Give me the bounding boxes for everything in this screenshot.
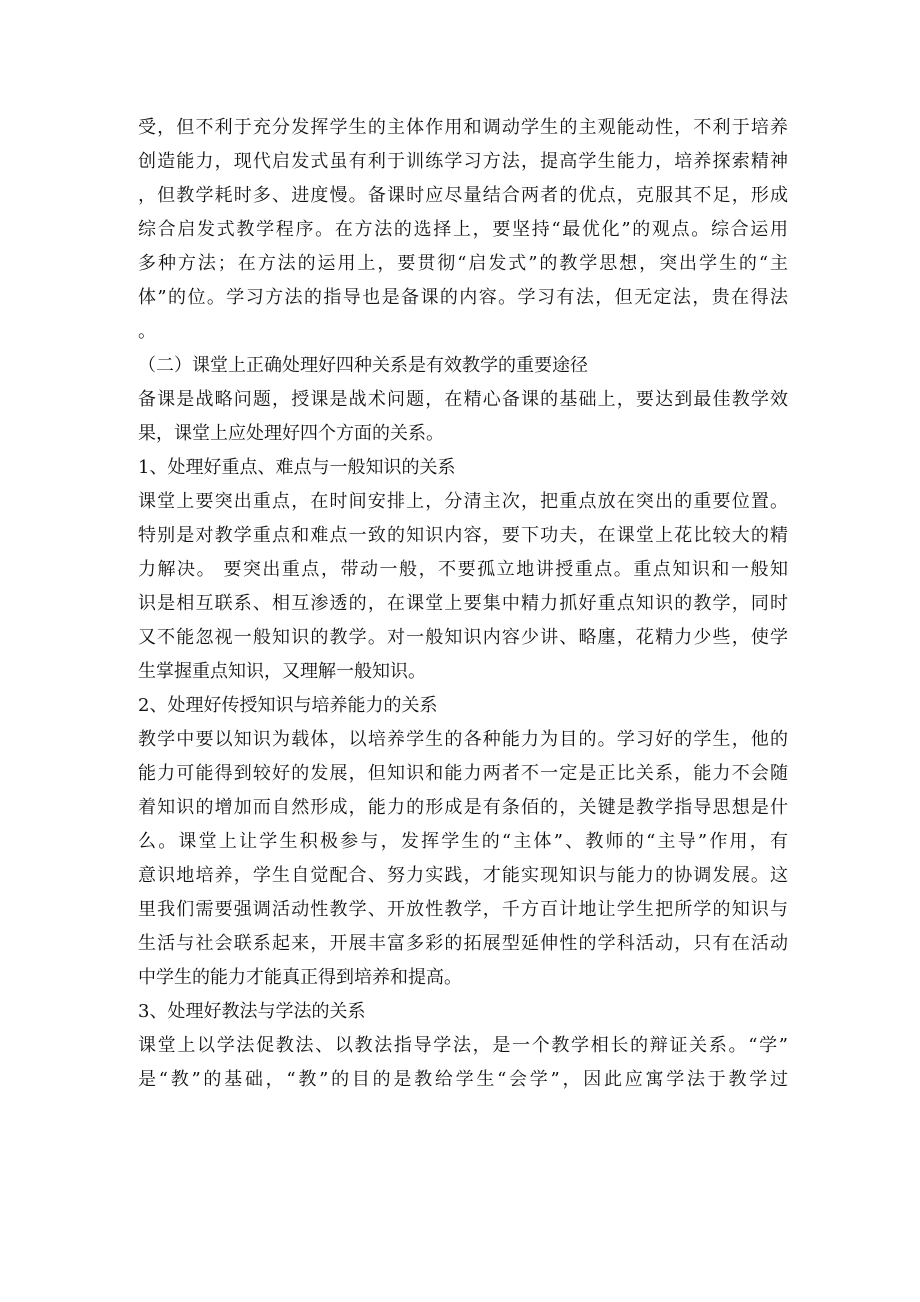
text-line: 么。课堂上让学生积极参与，发挥学生的“主体”、教师的“主导”作用，有 [138,831,788,852]
text-line: 创造能力，现代启发式虽有利于训练学习方法，提高学生能力，培养探索精神 [138,151,788,172]
paragraph-section [138,383,788,451]
text-line: 。 [138,321,156,342]
text-line: 中学生的能力才能真正得到培养和提高。 [138,967,462,988]
text-line: 课堂上以学法促教法、以教法指导学法，是一个教学相长的辩证关系。“学” [138,1035,788,1056]
text-line: 又不能忽视一般知识的教学。对一般知识内容少讲、略廛，花精力少些，使学 [138,627,788,648]
item3-heading: 3、处理好教法与学法的关系 [138,1001,366,1022]
section-heading: （二）课堂上正确处理好四种关系是有效教学的重要途径 [138,355,588,376]
text-line: 课堂上要突出重点，在时间安排上，分清主次，把重点放在突出的重要位置。 [138,491,788,512]
item2-heading: 2、处理好传授知识与培养能力的关系 [138,695,438,716]
text-line: 果，课堂上应处理好四个方面的关系。 [138,423,444,444]
text-line: 受，但不利于充分发挥学生的主体作用和调动学生的主观能动性，不利于培养 [138,117,788,138]
item1-heading: 1、处理好重点、难点与一般知识的关系 [138,457,456,478]
text-line: 备课是战略问题，授课是战术问题，在精心备课的基础上，要达到最佳教学效 [138,389,788,410]
paragraph-intro [138,111,788,349]
text-line: 体”的位。学习方法的指导也是备课的内容。学习有法，但无定法，贵在得法 [138,287,788,308]
paragraph-item2 [138,723,788,995]
text-line: 意识地培养，学生自觉配合、努力实践，才能实现知识与能力的协调发展。这 [138,865,788,886]
paragraph-item1 [138,485,788,689]
text-line: ，但教学耗时多、进度慢。备课时应尽量结合两者的优点，克服其不足，形成 [138,185,788,206]
text-line: 力解决。 要突出重点，带动一般，不要孤立地讲授重点。重点知识和一般知 [138,559,788,580]
paragraph-item3 [138,1029,788,1097]
text-line: 特别是对教学重点和难点一致的知识内容，要下功夫，在课堂上花比较大的精 [138,525,788,546]
text-line: 教学中要以知识为载体，以培养学生的各种能力为目的。学习好的学生，他的 [138,729,788,750]
text-line: 是“教”的基础，“教”的目的是教给学生“会学”，因此应寓学法于教学过 [138,1069,788,1090]
text-line: 综合启发式教学程序。在方法的选择上，要坚持“最优化”的观点。综合运用 [138,219,788,240]
document-body [138,111,788,1097]
text-line: 里我们需要强调活动性教学、开放性教学，千方百计地让学生把所学的知识与 [138,899,788,920]
text-line: 识是相互联系、相互渗透的，在课堂上要集中精力抓好重点知识的教学，同时 [138,593,788,614]
text-line: 能力可能得到较好的发展，但知识和能力两者不一定是正比关系，能力不会随 [138,763,788,784]
text-line: 着知识的增加而自然形成，能力的形成是有条佰的，关键是教学指导思想是什 [138,797,788,818]
text-line: 生掌握重点知识，又理解一般知识。 [138,661,426,682]
text-line: 生活与社会联系起来，开展丰富多彩的拓展型延伸性的学科活动，只有在活动 [138,933,788,954]
text-line: 多种方法；在方法的运用上，要贯彻“启发式”的教学思想，突出学生的“主 [138,253,788,274]
